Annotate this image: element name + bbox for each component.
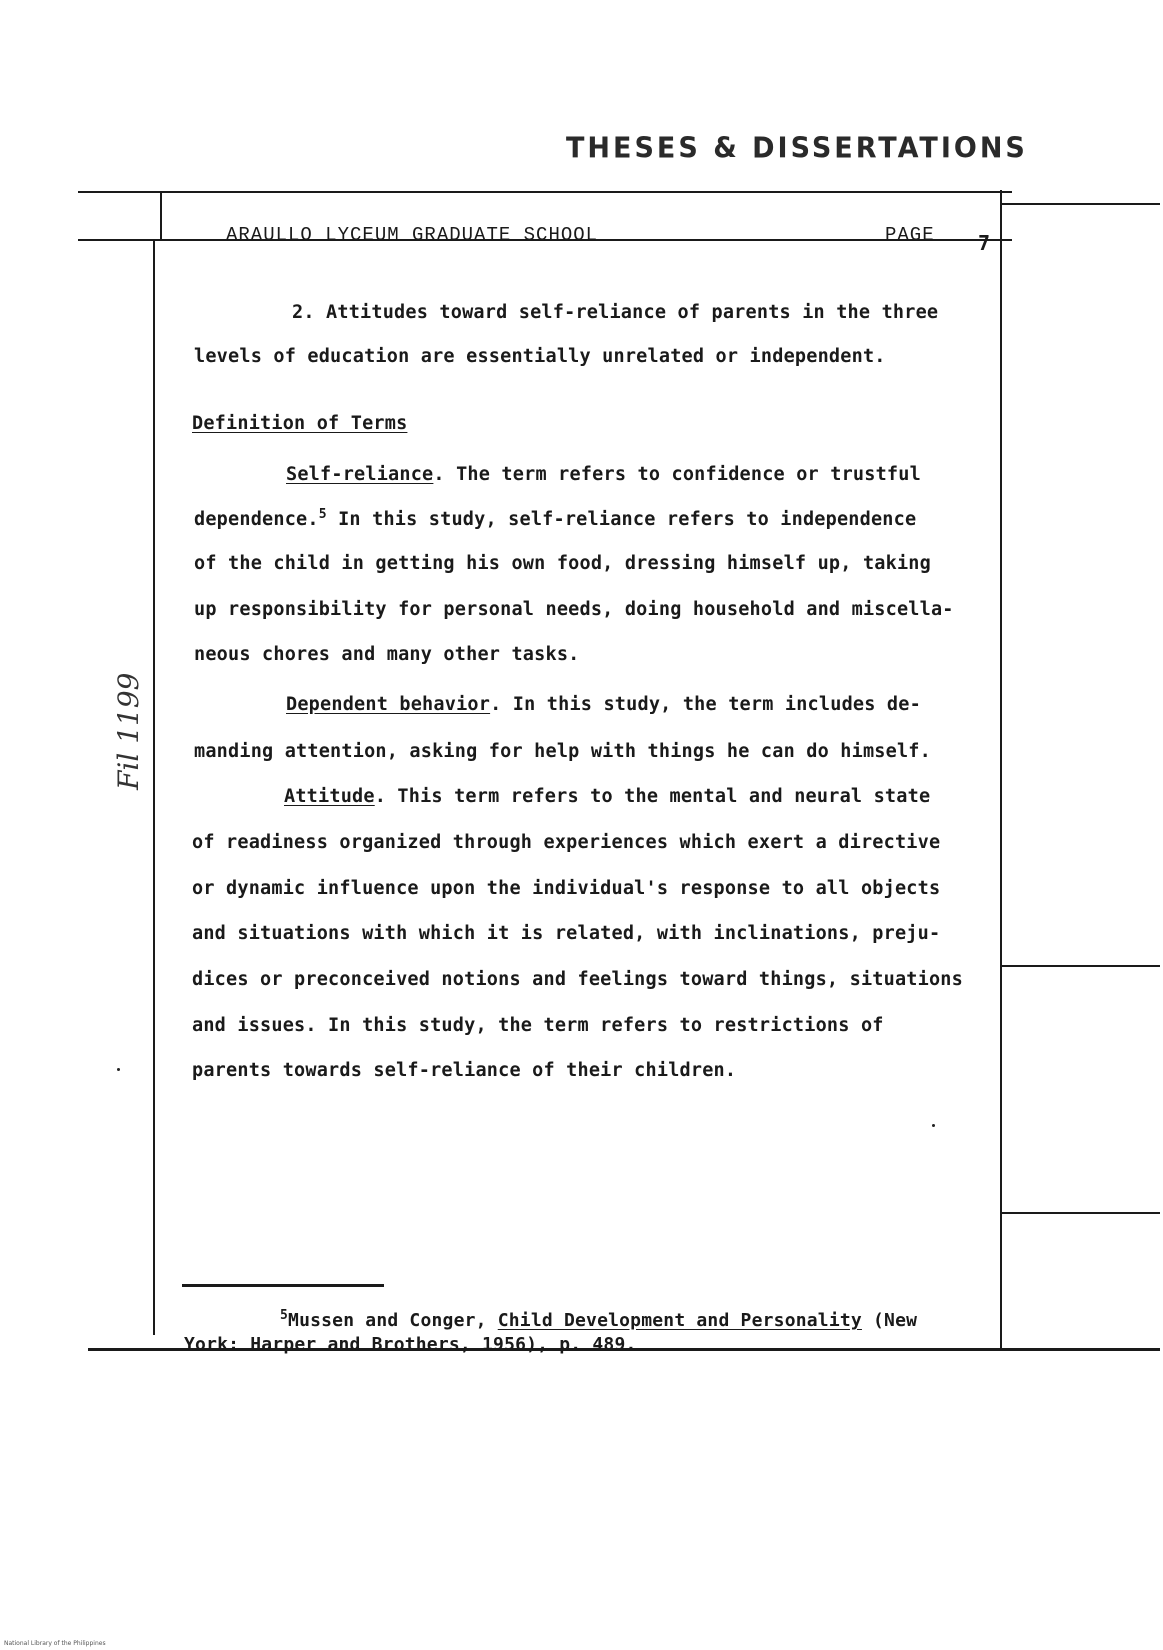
footnote-mark: 5	[280, 1308, 289, 1323]
attitude-def: . This term refers to the mental and neural state	[374, 786, 931, 807]
dependent-behavior-def: . In this study, the term includes de-	[490, 694, 921, 715]
margin-handwritten-note: Fil 1199	[112, 672, 145, 790]
page-label: PAGE	[885, 224, 935, 246]
section-heading: Definition of Terms	[192, 413, 408, 434]
attitude-line-6: and issues. In this study, the term refers to restrictions of	[192, 1015, 884, 1036]
self-reliance-dependence: dependence.	[194, 509, 319, 530]
right-tab-line-1	[1002, 965, 1160, 967]
scan-footer: National Library of the Philippines	[4, 1640, 106, 1647]
left-margin-line	[160, 191, 162, 241]
right-margin-line	[1000, 190, 1002, 1350]
right-tab-line-2	[1002, 1212, 1160, 1214]
attitude-line-3: or dynamic influence upon the individual's response to all objects	[192, 878, 941, 899]
footnote-ref: 5	[318, 506, 327, 522]
scan-speck	[932, 1124, 935, 1127]
term-dependent-behavior: Dependent behavior	[286, 694, 491, 715]
attitude-line-4: and situations with which it is related, with inclinations, preju-	[192, 923, 941, 944]
self-reliance-def: . The term refers to confidence or trustful	[433, 464, 921, 485]
footnote-line-2: York: Harper and Brothers, 1956), p. 489.	[184, 1334, 637, 1355]
theses-stamp: THESES & DISSERTATIONS	[566, 132, 1028, 165]
right-top-line	[1002, 203, 1160, 205]
self-reliance-line-1	[286, 464, 921, 485]
dependent-behavior-line-2: manding attention, asking for help with things he can do himself.	[194, 741, 931, 762]
hypothesis-line-1: 2. Attitudes toward self-reliance of parents in the three	[292, 302, 939, 323]
self-reliance-study: In this study, self-reliance refers to independence	[326, 509, 917, 530]
left-body-line	[153, 240, 155, 1335]
attitude-line-7: parents towards self-reliance of their children.	[192, 1060, 737, 1081]
term-attitude: Attitude	[284, 786, 375, 807]
page-number: 7	[978, 231, 991, 255]
attitude-line-5: dices or preconceived notions and feelings toward things, situations	[192, 969, 963, 990]
self-reliance-line-5: neous chores and many other tasks.	[194, 644, 580, 665]
self-reliance-line-4: up responsibility for personal needs, doing household and miscella-	[194, 599, 954, 620]
footnote-rule	[182, 1284, 384, 1287]
footnote-authors: Mussen and Conger,	[288, 1310, 498, 1331]
header-top-line	[78, 191, 1012, 193]
hypothesis-line-2: levels of education are essentially unrelated or independent.	[194, 346, 886, 367]
attitude-line-2: of readiness organized through experiences which exert a directive	[192, 832, 941, 853]
dependent-behavior-line-1	[286, 694, 921, 715]
footnote-line-1	[280, 1310, 917, 1331]
scan-speck	[117, 1068, 120, 1071]
footnote-book-title: Child Development and Personality	[497, 1310, 862, 1331]
self-reliance-line-3: of the child in getting his own food, dressing himself up, taking	[194, 553, 931, 574]
term-self-reliance: Self-reliance	[286, 464, 434, 485]
footnote-line1-rest: (New	[861, 1310, 918, 1331]
self-reliance-line-2	[194, 506, 917, 530]
attitude-line-1	[284, 786, 930, 807]
school-name: ARAULLO LYCEUM GRADUATE SCHOOL	[226, 224, 599, 246]
